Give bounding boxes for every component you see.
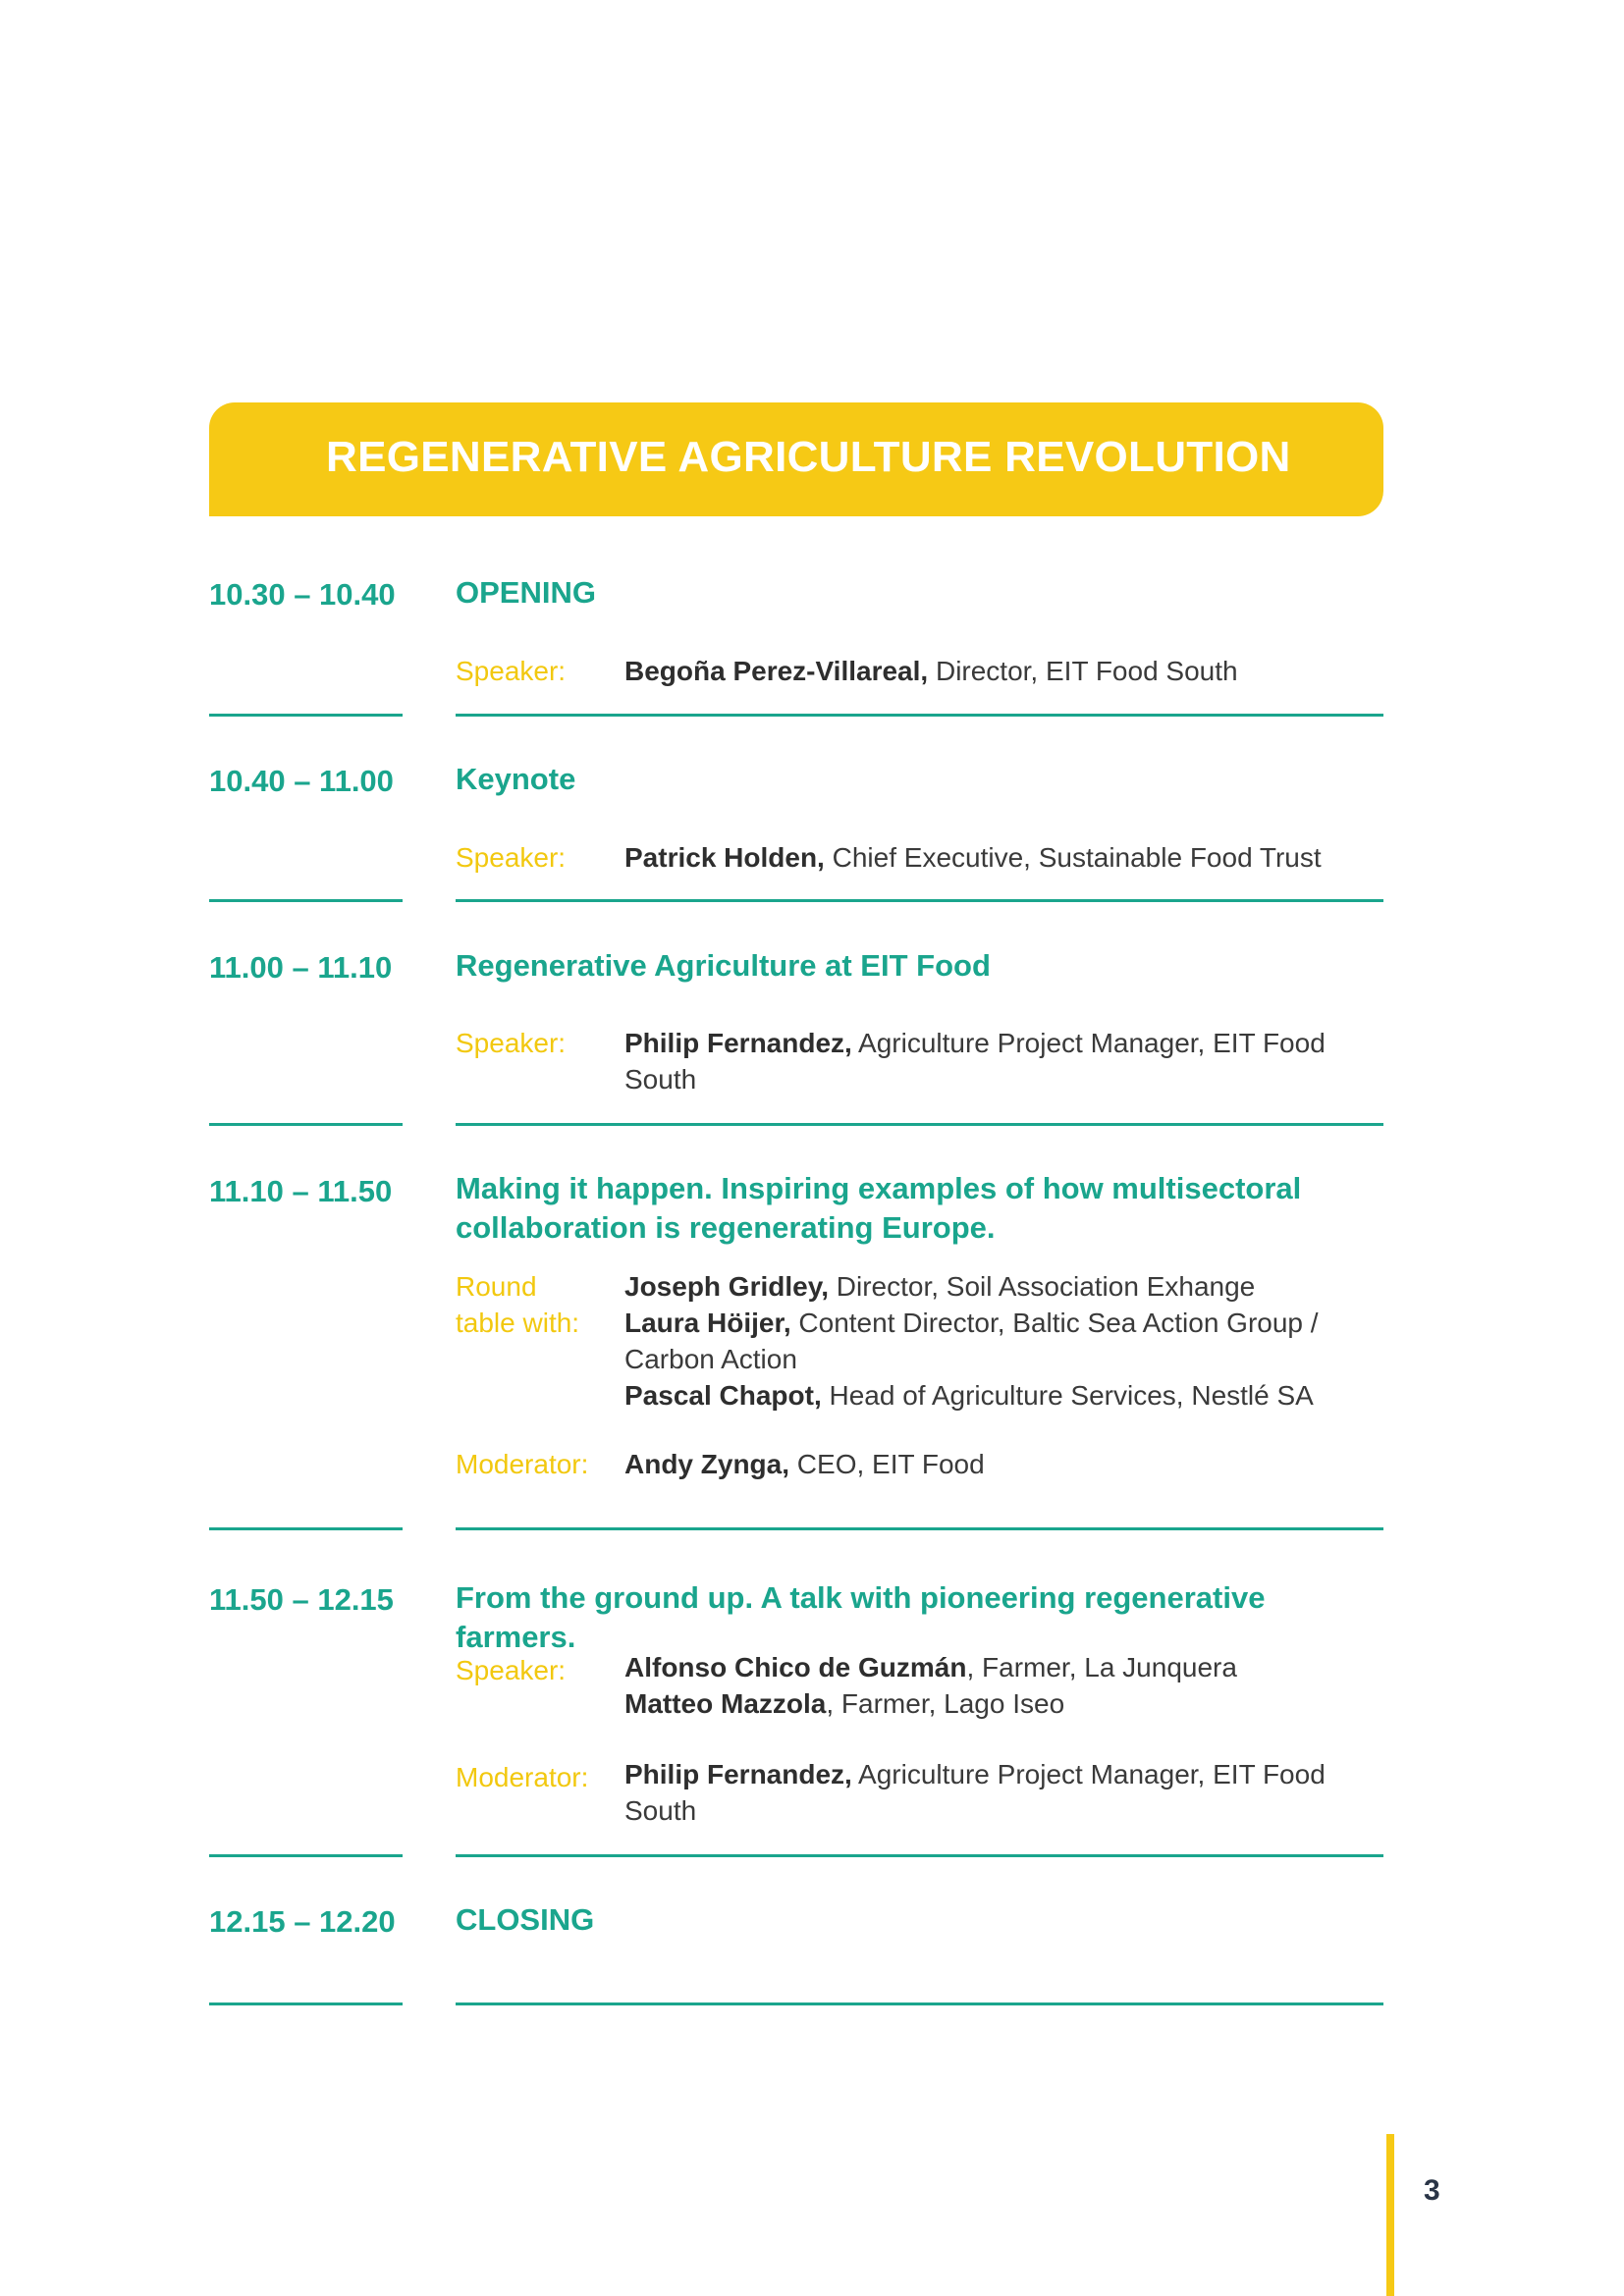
session-title: From the ground up. A talk with pioneering regenerative farmers.	[456, 1580, 1266, 1654]
session-time: 11.00 – 11.10	[209, 950, 393, 985]
speaker-label: Speaker:	[456, 656, 567, 686]
divider-left	[209, 1123, 403, 1126]
moderator-name: Philip Fernandez,	[624, 1759, 852, 1789]
divider-right	[456, 2002, 1383, 2005]
divider-left	[209, 2002, 403, 2005]
moderator-list	[624, 1756, 1356, 1829]
divider-right	[456, 714, 1383, 717]
divider-left	[209, 1527, 403, 1530]
speaker-entry	[624, 1268, 1356, 1305]
speaker-entry	[624, 1649, 1356, 1685]
speaker-list	[624, 1268, 1356, 1414]
roundtable-label: Round table with:	[456, 1271, 580, 1338]
speaker-detail: Director, Soil Association Exhange	[829, 1271, 1256, 1302]
speaker-name: Alfonso Chico de Guzmán	[624, 1652, 967, 1682]
moderator-label: Moderator:	[456, 1762, 589, 1792]
divider-right	[456, 1527, 1383, 1530]
session-time: 10.40 – 11.00	[209, 764, 394, 798]
moderator-detail: CEO, EIT Food	[789, 1449, 985, 1479]
session-time: 10.30 – 10.40	[209, 577, 396, 612]
speaker-detail: Director, EIT Food South	[928, 656, 1238, 686]
moderator-name: Andy Zynga,	[624, 1449, 790, 1479]
session-time: 11.10 – 11.50	[209, 1174, 393, 1208]
divider-right	[456, 1854, 1383, 1857]
page-number: 3	[1424, 2174, 1440, 2207]
moderator-entry	[624, 1756, 1356, 1829]
speaker-name: Joseph Gridley,	[624, 1271, 829, 1302]
divider-right	[456, 1123, 1383, 1126]
speaker-entry	[624, 1305, 1356, 1377]
speaker-name: Philip Fernandez,	[624, 1028, 852, 1058]
speaker-list	[624, 653, 1356, 689]
page-marker-bar	[1386, 2134, 1394, 2296]
session-title: Keynote	[456, 762, 576, 796]
speaker-name: Patrick Holden,	[624, 842, 825, 873]
speaker-entry	[624, 1377, 1356, 1414]
speaker-detail: Chief Executive, Sustainable Food Trust	[824, 842, 1322, 873]
speaker-detail: Content Director, Baltic Sea Action Group / Carbon Action	[624, 1308, 1319, 1374]
speaker-entry	[624, 1685, 1356, 1722]
moderator-entry	[624, 1446, 1356, 1482]
speaker-detail: Head of Agriculture Services, Nestlé SA	[821, 1380, 1314, 1411]
speaker-name: Pascal Chapot,	[624, 1380, 822, 1411]
session-title: CLOSING	[456, 1902, 595, 1937]
section-banner	[209, 402, 1383, 516]
speaker-list	[624, 1025, 1356, 1097]
speaker-name: Matteo Mazzola	[624, 1688, 827, 1719]
divider-left	[209, 1854, 403, 1857]
speaker-name: Begoña Perez-Villareal,	[624, 656, 929, 686]
session-time: 12.15 – 12.20	[209, 1904, 396, 1939]
session-time: 11.50 – 12.15	[209, 1582, 394, 1617]
moderator-label: Moderator:	[456, 1449, 589, 1479]
speaker-label: Speaker:	[456, 842, 567, 873]
speaker-detail: Agriculture Project Manager, EIT Food South	[624, 1028, 1326, 1095]
speaker-list	[624, 1649, 1356, 1722]
speaker-list	[624, 839, 1356, 876]
moderator-detail: Agriculture Project Manager, EIT Food South	[624, 1759, 1326, 1826]
speaker-name: Laura Höijer,	[624, 1308, 791, 1338]
speaker-detail: , Farmer, La Junquera	[966, 1652, 1237, 1682]
divider-left	[209, 714, 403, 717]
speaker-detail: , Farmer, Lago Iseo	[826, 1688, 1065, 1719]
section-title: REGENERATIVE AGRICULTURE REVOLUTION	[326, 433, 1291, 481]
speaker-label: Speaker:	[456, 1655, 567, 1685]
speaker-entry	[624, 1025, 1356, 1097]
speaker-entry	[624, 839, 1356, 876]
session-title: Making it happen. Inspiring examples of how multisectoral collaboration is regenerating Europe.	[456, 1171, 1302, 1245]
speaker-label: Speaker:	[456, 1028, 567, 1058]
moderator-list	[624, 1446, 1356, 1482]
speaker-entry	[624, 653, 1356, 689]
session-title: Regenerative Agriculture at EIT Food	[456, 948, 991, 983]
divider-right	[456, 899, 1383, 902]
divider-left	[209, 899, 403, 902]
session-title: OPENING	[456, 575, 596, 610]
